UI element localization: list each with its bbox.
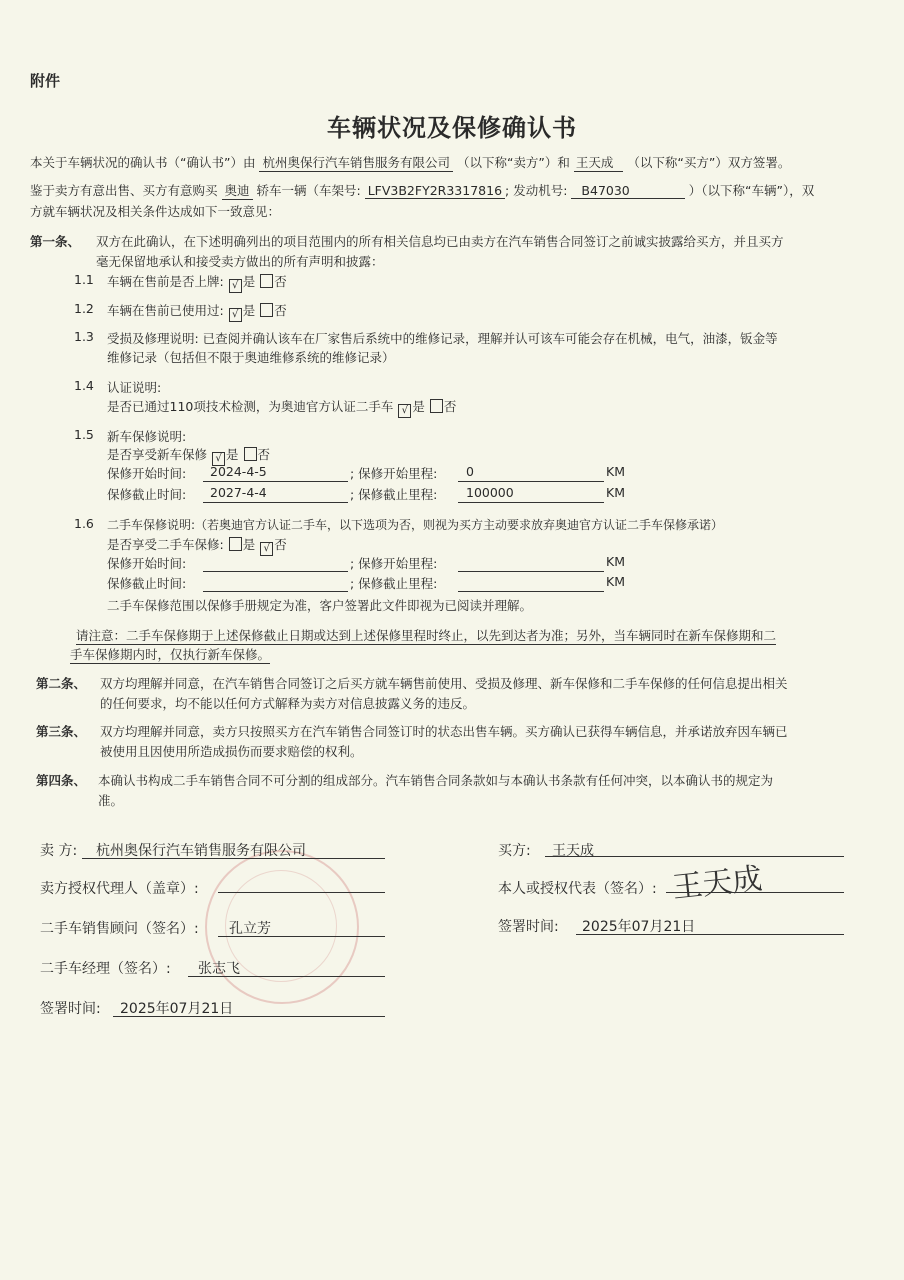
intro-text: （以下称“买方”）双方签署。: [627, 155, 791, 170]
used-start-time-field[interactable]: [203, 571, 348, 572]
item-text: 是否已通过110项技术检测，为奥迪官方认证二手车: [107, 399, 394, 414]
seller-date-label: 签署时间:: [40, 1001, 101, 1017]
no-label: 否: [443, 399, 457, 414]
item-1-2-number: 1.2: [74, 301, 94, 316]
intro-line-3: 方就车辆状况及相关条件达成如下一致意见：: [30, 204, 281, 219]
vin-field: LFV3B2FY2R3317816: [365, 183, 505, 199]
end-time-label: 保修截止时间:: [107, 487, 187, 502]
article-1-line-2: 毫无保留地承认和接受卖方做出的所有声明和披露：: [96, 254, 384, 269]
buyer-date-value: 2025年07月21日: [582, 919, 696, 935]
article-3-label: 第三条、: [36, 724, 87, 739]
item-1-1-number: 1.1: [74, 272, 94, 287]
seller-label: 卖 方:: [40, 843, 78, 859]
buyer-handwritten-signature: 王天成: [670, 861, 764, 906]
used-car-manager-label: 二手车经理（签名）:: [40, 961, 171, 977]
seller-agent-field[interactable]: [218, 892, 385, 893]
buyer-name-field: 王天成: [574, 153, 624, 172]
article-2-line-2: 的任何要求，均不能以任何方式解释为卖方对信息披露义务的违反。: [100, 696, 476, 711]
certified-no-checkbox[interactable]: [430, 399, 443, 413]
article-2-label: 第二条、: [36, 676, 87, 691]
sales-advisor-value: 孔立芳: [229, 921, 271, 937]
registered-yes-checkbox[interactable]: √: [229, 279, 242, 293]
km-unit: KM: [606, 464, 625, 479]
used-warranty-yes-checkbox[interactable]: [229, 537, 242, 551]
seller-name-field: 杭州奥保行汽车销售服务有限公司: [259, 153, 453, 172]
intro-text: 轿车一辆（车架号:: [256, 183, 361, 198]
seller-underline: [82, 858, 385, 859]
item-1-4-question: [107, 397, 456, 418]
brand-field: 奥迪: [222, 181, 253, 200]
yes-label: 是: [242, 537, 256, 552]
item-1-3-line-1: 受损及修理说明: 已查阅并确认该车在厂家售后系统中的维修记录，理解并认可该车可能会存在机械，电气，油漆，钣金等: [107, 331, 778, 346]
used-car-manager-value: 张志飞: [198, 961, 240, 977]
no-label: 否: [274, 537, 287, 552]
yes-label: 是: [226, 447, 239, 462]
certified-yes-checkbox[interactable]: √: [398, 404, 411, 418]
intro-text: 鉴于卖方有意出售、买方有意购买: [30, 183, 218, 198]
start-time-value: 2024-4-5: [210, 464, 267, 479]
no-label: 否: [274, 274, 287, 289]
article-3-line-2: 被使用且因使用所造成损伤而要求赔偿的权利。: [100, 744, 363, 759]
item-1-5-number: 1.5: [74, 427, 94, 442]
used-end-mileage-label: ; 保修截止里程:: [350, 576, 438, 591]
item-1-2: [107, 301, 287, 322]
buyer-date-underline: [576, 934, 844, 935]
buyer-value: 王天成: [552, 843, 594, 859]
item-text: 是否享受新车保修: [107, 447, 208, 462]
used-end-time-field[interactable]: [203, 591, 348, 592]
seller-agent-label: 卖方授权代理人（盖章）:: [40, 881, 199, 897]
new-warranty-no-checkbox[interactable]: [244, 447, 257, 461]
intro-text: ; 发动机号:: [505, 183, 568, 198]
item-text: 是否享受二手车保修:: [107, 537, 224, 552]
no-label: 否: [274, 303, 287, 318]
notice-line-1: 请注意：二手车保修期于上述保修截止日期或达到上述保修里程时终止，以先到达者为准；另外，当车辆同时在新车保修期和二: [76, 628, 777, 643]
km-unit: KM: [606, 485, 625, 500]
item-text: 车辆在售前已使用过:: [107, 303, 224, 318]
seller-date-underline: [113, 1016, 385, 1017]
used-start-time-label: 保修开始时间:: [107, 556, 187, 571]
article-2-line-1: 双方均理解并同意，在汽车销售合同签订之后买方就车辆售前使用、受损及修理、新车保修和二手车保修的任何信息提出相关: [100, 676, 788, 691]
article-1-label: 第一条、: [30, 234, 81, 249]
intro-line-2: [30, 181, 814, 200]
used-end-mileage-field[interactable]: [458, 591, 604, 592]
used-yes-checkbox[interactable]: √: [229, 308, 242, 322]
item-1-6-question: [107, 535, 287, 556]
yes-label: 是: [242, 274, 256, 289]
article-4-label: 第四条、: [36, 773, 87, 788]
yes-label: 是: [242, 303, 256, 318]
item-1-6-title: 二手车保修说明:（若奥迪官方认证二手车，以下选项为否，则视为买方主动要求放弃奥迪官方认证二手车保修承诺）: [107, 518, 724, 532]
item-1-1: [107, 272, 287, 293]
start-mileage-label: ; 保修开始里程:: [350, 466, 438, 481]
intro-text: ）（以下称“车辆”），双: [688, 183, 815, 198]
item-1-5-question: [107, 445, 270, 466]
start-time-label: 保修开始时间:: [107, 466, 187, 481]
item-1-5-title: 新车保修说明:: [107, 429, 187, 444]
seller-date-value: 2025年07月21日: [120, 1001, 234, 1017]
document-title: 车辆状况及保修确认书: [327, 114, 577, 142]
article-4-line-1: 本确认书构成二手车销售合同不可分割的组成部分。汽车销售合同条款如与本确认书条款有任何冲突，以本确认书的规定为: [98, 773, 774, 788]
buyer-date-label: 签署时间:: [498, 919, 559, 935]
end-time-value: 2027-4-4: [210, 485, 267, 500]
no-label: 否: [257, 447, 271, 462]
item-1-3-line-2: 维修记录（包括但不限于奥迪维修系统的维修记录）: [107, 350, 395, 365]
sales-advisor-underline: [218, 936, 385, 937]
item-1-4-title: 认证说明:: [107, 380, 162, 395]
start-mileage-value: 0: [466, 464, 474, 479]
intro-text: 本关于车辆状况的确认书（“确认书”）由: [30, 155, 256, 170]
yes-label: 是: [412, 399, 425, 414]
article-1-line-1: 双方在此确认，在下述明确列出的项目范围内的所有相关信息均已由卖方在汽车销售合同签订之前诚实披露给买方，并且买方: [96, 234, 784, 249]
used-start-mileage-label: ; 保修开始里程:: [350, 556, 438, 571]
item-1-6-note: 二手车保修范围以保修手册规定为准，客户签署此文件即视为已阅读并理解。: [107, 598, 533, 613]
buyer-representative-label: 本人或授权代表（签名）:: [498, 881, 657, 897]
article-4-line-2: 准。: [98, 793, 124, 808]
end-time-underline: [203, 502, 348, 503]
sales-advisor-label: 二手车销售顾问（签名）:: [40, 921, 199, 937]
used-no-checkbox[interactable]: [260, 303, 273, 317]
used-warranty-no-checkbox[interactable]: √: [260, 542, 273, 556]
attachment-label: 附件: [30, 72, 61, 90]
engine-number-field: B47030: [571, 183, 684, 199]
start-mileage-underline: [458, 481, 604, 482]
buyer-label: 买方:: [498, 843, 531, 859]
registered-no-checkbox[interactable]: [260, 274, 273, 288]
km-unit: KM: [606, 554, 625, 569]
buyer-underline: [545, 856, 844, 857]
intro-text: （以下称“卖方”）和: [456, 155, 570, 170]
item-1-4-number: 1.4: [74, 378, 94, 393]
item-1-3-number: 1.3: [74, 329, 94, 344]
start-time-underline: [203, 481, 348, 482]
new-warranty-yes-checkbox[interactable]: √: [212, 452, 225, 466]
item-1-6-number: 1.6: [74, 516, 94, 531]
item-text: 车辆在售前是否上牌:: [107, 274, 224, 289]
used-start-mileage-field[interactable]: [458, 571, 604, 572]
end-mileage-value: 100000: [466, 485, 514, 500]
end-mileage-label: ; 保修截止里程:: [350, 487, 438, 502]
article-3-line-1: 双方均理解并同意，卖方只按照买方在汽车销售合同签订时的状态出售车辆。买方确认已获得车辆信息，并承诺放弃因车辆已: [100, 724, 788, 739]
seller-value: 杭州奥保行汽车销售服务有限公司: [96, 843, 306, 859]
used-end-time-label: 保修截止时间:: [107, 576, 187, 591]
km-unit: KM: [606, 574, 625, 589]
end-mileage-underline: [458, 502, 604, 503]
notice-line-2: 手车保修期内时，仅执行新车保修。: [70, 647, 271, 662]
intro-line-1: [30, 153, 790, 172]
used-car-manager-underline: [188, 976, 385, 977]
